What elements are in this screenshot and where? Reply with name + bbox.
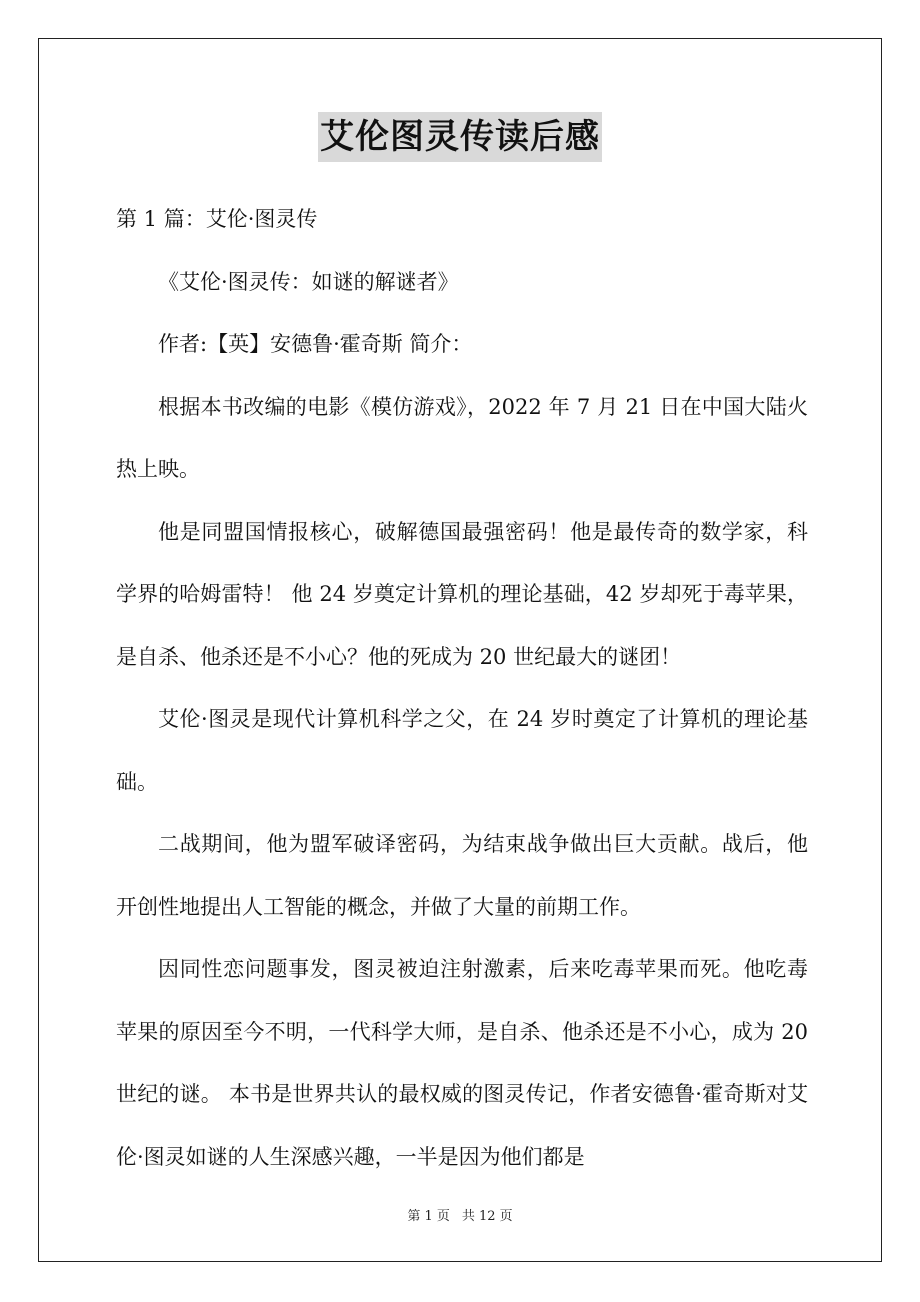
title-wrap xyxy=(0,112,920,162)
section-heading: 第 1 篇：艾伦·图灵传 xyxy=(116,207,318,231)
paragraph-film: 根据本书改编的电影《模仿游戏》，2022 年 7 月 21 日在中国大陆火热上映。 xyxy=(116,394,808,481)
document-title: 艾伦图灵传读后感 xyxy=(318,112,602,162)
page-footer xyxy=(0,1205,920,1224)
paragraph-death: 因同性恋问题事发，图灵被迫注射激素，后来吃毒苹果而死。他吃毒苹果的原因至今不明，一代科学大师，是自杀、他杀还是不小心，成为 20 世纪的谜。 本书是世界共认的最权威的图灵传记，作者安德鲁·霍奇斯对艾伦·图灵如谜的人生深感兴趣，一半是因为他们都是 xyxy=(116,957,808,1169)
paragraph-father-of-cs: 艾伦·图灵是现代计算机科学之父，在 24 岁时奠定了计算机的理论基础。 xyxy=(116,707,808,794)
page-number: 第 1 页 xyxy=(407,1209,450,1224)
paragraph-wwii: 二战期间，他为盟军破译密码，为结束战争做出巨大贡献。战后，他开创性地提出人工智能的概念，并做了大量的前期工作。 xyxy=(116,832,808,919)
document-body xyxy=(116,188,808,1188)
page-total: 共 12 页 xyxy=(461,1209,513,1224)
paragraph-legend: 他是同盟国情报核心，破解德国最强密码！他是最传奇的数学家，科学界的哈姆雷特！ 他 24 岁奠定计算机的理论基础，42 岁却死于毒苹果，是自杀、他杀还是不小心？他的死成为 20 世纪最大的谜团！ xyxy=(116,519,808,669)
paragraph-book-title: 《艾伦·图灵传：如谜的解谜者》 xyxy=(158,269,459,294)
paragraph-author: 作者:【英】安德鲁·霍奇斯 简介： xyxy=(158,332,473,356)
